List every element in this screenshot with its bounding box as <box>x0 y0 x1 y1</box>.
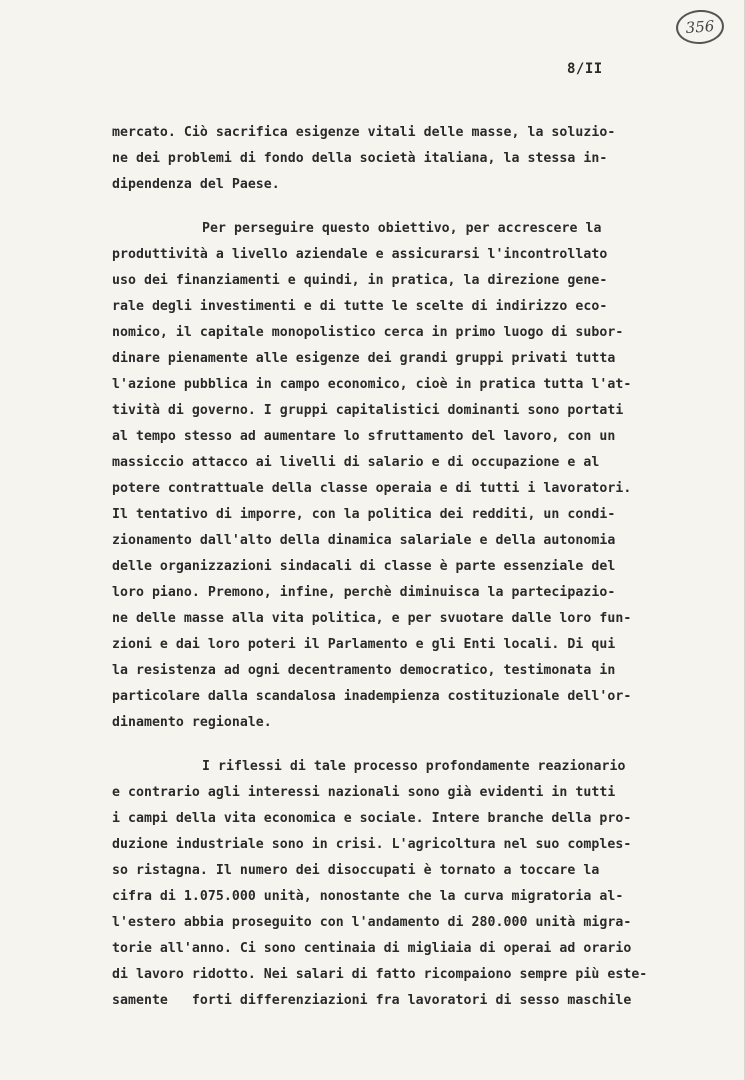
text-line: tività di governo. I gruppi capitalistici dominanti sono portati <box>112 403 624 418</box>
text-line: Per perseguire questo obiettivo, per accrescere la <box>202 221 602 236</box>
text-line: ne delle masse alla vita politica, e per svuotare dalle loro fun- <box>112 611 632 626</box>
text-line: l'azione pubblica in campo economico, cioè in pratica tutta l'at- <box>112 377 632 392</box>
text-line: ne dei problemi di fondo della società italiana, la stessa in- <box>112 151 608 166</box>
text-line: delle organizzazioni sindacali di classe è parte essenziale del <box>112 559 616 574</box>
text-line: massiccio attacco ai livelli di salario e di occupazione e al <box>112 455 600 470</box>
text-line: Il tentativo di imporre, con la politica dei redditi, un condi- <box>112 507 616 522</box>
text-line: I riflessi di tale processo profondamente reazionario <box>202 759 626 774</box>
text-line: uso dei finanziamenti e quindi, in pratica, la direzione gene- <box>112 273 608 288</box>
text-line: zionamento dall'alto della dinamica salariale e della autonomia <box>112 533 616 548</box>
text-line: cifra di 1.075.000 unità, nonostante che la curva migratoria al- <box>112 889 624 904</box>
text-line: l'estero abbia proseguito con l'andamento di 280.000 unità migra- <box>112 915 632 930</box>
text-line: al tempo stesso ad aumentare lo sfruttamento del lavoro, con un <box>112 429 616 444</box>
text-line: so ristagna. Il numero dei disoccupati è tornato a toccare la <box>112 863 600 878</box>
paragraph-3 <box>112 754 702 1014</box>
text-line: la resistenza ad ogni decentramento democratico, testimonata in <box>112 663 616 678</box>
text-line: i campi della vita economica e sociale. Intere branche della pro- <box>112 811 632 826</box>
text-line: produttività a livello aziendale e assicurarsi l'incontrollato <box>112 247 608 262</box>
archive-stamp: 356 <box>675 8 725 45</box>
text-line: zioni e dai loro poteri il Parlamento e gli Enti locali. Di qui <box>112 637 616 652</box>
paragraph-2 <box>112 216 702 736</box>
text-line: dipendenza del Paese. <box>112 177 280 192</box>
text-line: nomico, il capitale monopolistico cerca in primo luogo di subor- <box>112 325 624 340</box>
text-line: torie all'anno. Ci sono centinaia di migliaia di operai ad orario <box>112 941 632 956</box>
text-line: particolare dalla scandalosa inadempienza costituzionale dell'or- <box>112 689 632 704</box>
text-line: rale degli investimenti e di tutte le scelte di indirizzo eco- <box>112 299 608 314</box>
text-line: samente forti differenziazioni fra lavoratori di sesso maschile <box>112 993 632 1008</box>
text-line: potere contrattuale della classe operaia e di tutti i lavoratori. <box>112 481 632 496</box>
text-line: loro piano. Premono, infine, perchè diminuisca la partecipazio- <box>112 585 616 600</box>
text-line: di lavoro ridotto. Nei salari di fatto ricompaiono sempre più este- <box>112 967 648 982</box>
text-line: e contrario agli interessi nazionali sono già evidenti in tutti <box>112 785 616 800</box>
page-number: 8/II <box>567 61 603 77</box>
text-line: dinamento regionale. <box>112 715 272 730</box>
body-text <box>112 120 702 1014</box>
paragraph-1 <box>112 120 702 198</box>
text-line: dinare pienamente alle esigenze dei grandi gruppi privati tutta <box>112 351 616 366</box>
text-line: mercato. Ciò sacrifica esigenze vitali delle masse, la soluzio- <box>112 125 616 140</box>
text-line: duzione industriale sono in crisi. L'agricoltura nel suo comples- <box>112 837 632 852</box>
